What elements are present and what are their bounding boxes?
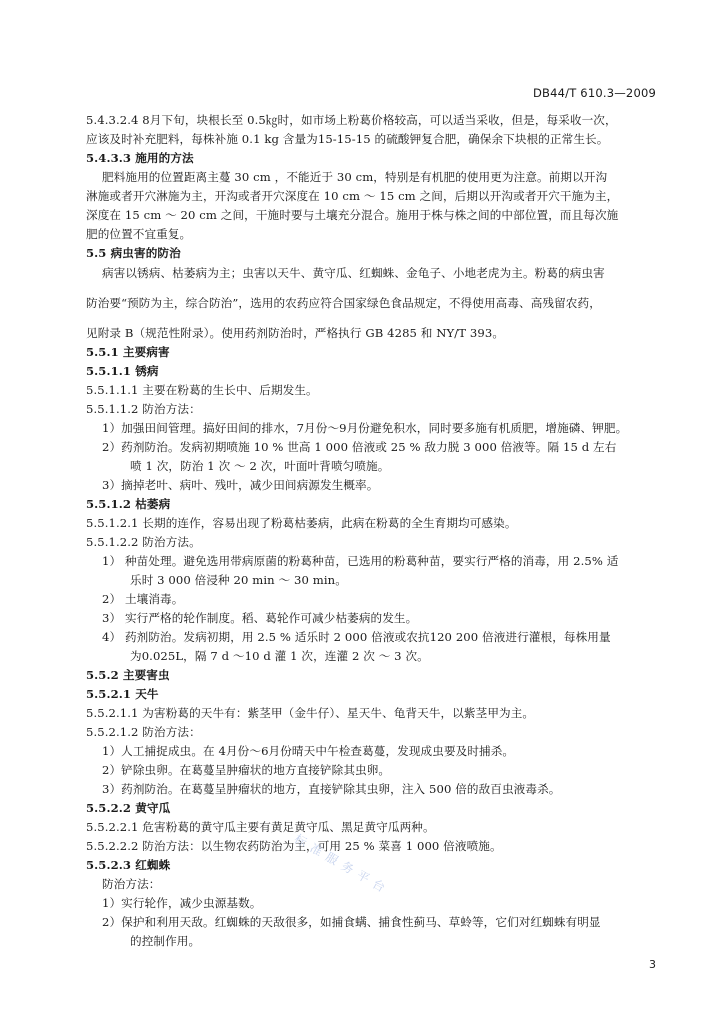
list-item: 1） 种苗处理。避免选用带病原菌的粉葛种苗，已选用的粉葛种苗，要实行严格的消毒，用 2.5% 适 <box>102 554 619 568</box>
text-line: 5.5.2.1.1 为害粉葛的天牛有：紫茎甲（金牛仔）、星天牛、龟背天牛，以紫茎甲为主。 <box>86 706 535 720</box>
list-item: 2） 土壤消毒。 <box>102 592 184 606</box>
list-item: 3）摘掉老叶、病叶、残叶，减少田间病源发生概率。 <box>102 478 379 492</box>
section-heading: 5.4.3.3 施用的方法 <box>86 151 194 165</box>
list-item-continuation: 喷 1 次，防治 1 次 ～ 2 次，叶面叶背喷匀喷施。 <box>130 459 390 473</box>
section-heading: 5.5.2.2 黄守瓜 <box>86 801 171 815</box>
list-item: 2）药剂防治。发病初期喷施 10 % 世高 1 000 倍液或 25 % 敌力脱 3 000 倍液等。隔 15 d 左右 <box>102 440 617 454</box>
text-line: 应该及时补充肥料，每株补施 0.1 kg 含量为15-15-15 的硫酸钾复合肥，确保余下块根的正常生长。 <box>86 132 609 146</box>
text-line: 防治方法： <box>102 877 161 891</box>
section-heading: 5.5 病虫害的防治 <box>86 246 181 260</box>
section-heading: 5.5.1 主要病害 <box>86 345 170 359</box>
list-item: 1）人工捕捉成虫。在 4月份～6月份晴天中午检查葛蔓，发现成虫要及时捕杀。 <box>102 744 515 758</box>
text-line: 5.5.2.2.1 危害粉葛的黄守瓜主要有黄足黄守瓜、黑足黄守瓜两种。 <box>86 820 435 834</box>
list-item-continuation: 为0.025L，隔 7 d ～10 d 灌 1 次，连灌 2 次 ～ 3 次。 <box>130 649 429 663</box>
text-line: 5.5.1.2.2 防治方法。 <box>86 535 201 549</box>
list-item: 1）加强田间管理。搞好田间的排水，7月份～9月份避免积水，同时要多施有机质肥，增施磷、钾肥。 <box>102 421 628 435</box>
list-item: 2）铲除虫卵。在葛蔓呈肿瘤状的地方直接铲除其虫卵。 <box>102 763 391 777</box>
section-heading: 5.5.2.3 红蜘蛛 <box>86 858 171 872</box>
section-heading: 5.5.2 主要害虫 <box>86 668 170 682</box>
text-line: 淋施或者开穴淋施为主，开沟或者开穴深度在 10 cm ～ 15 cm 之间，后期以开沟或者开穴干施为主， <box>86 189 619 203</box>
text-line: 5.5.2.1.2 防治方法： <box>86 725 201 739</box>
list-item: 2）保护和利用天敌。红蜘蛛的天敌很多，如捕食螨、捕食性蓟马、草蛉等，它们对红蜘蛛有明显 <box>102 915 601 929</box>
page-number: 3 <box>649 958 656 971</box>
text-line: 5.5.1.2.1 长期的连作，容易出现了粉葛枯萎病，此病在粉葛的全生育期均可感染。 <box>86 516 517 530</box>
section-heading: 5.5.1.1 锈病 <box>86 364 159 378</box>
list-item-continuation: 的控制作用。 <box>130 934 201 948</box>
list-item: 3）药剂防治。在葛蔓呈肿瘤状的地方，直接铲除其虫卵，注入 500 倍的敌百虫液毒杀。 <box>102 782 561 796</box>
list-item: 3） 实行严格的轮作制度。稻、葛轮作可减少枯萎病的发生。 <box>102 611 418 625</box>
text-line: 肥的位置不宜重复。 <box>86 227 192 241</box>
list-item: 1）实行轮作，减少虫源基数。 <box>102 896 262 910</box>
text-line: 肥料施用的位置距离主蔓 30 cm ，不能近于 30 cm，特别是有机肥的使用更为注意。前期以开沟 <box>102 170 608 184</box>
watermark: 标准服务平台 <box>292 831 393 898</box>
text-line: 见附录 B（规范性附录）。使用药剂防治时，严格执行 GB 4285 和 NY/T 393。 <box>86 326 505 340</box>
text-line: 5.5.1.1.2 防治方法： <box>86 402 201 416</box>
list-item: 4） 药剂防治。发病初期，用 2.5 % 适乐时 2 000 倍液或农抗120 200 倍液进行灌根，每株用量 <box>102 630 611 644</box>
list-item-continuation: 乐时 3 000 倍浸种 20 min ～ 30 min。 <box>130 573 347 587</box>
document-id-header: DB44/T 610.3—2009 <box>532 86 656 100</box>
section-heading: 5.5.1.2 枯萎病 <box>86 497 171 511</box>
section-heading: 5.5.2.1 天牛 <box>86 687 159 701</box>
text-line: 5.5.1.1.1 主要在粉葛的生长中、后期发生。 <box>86 383 318 397</box>
text-line: 病害以锈病、枯萎病为主；虫害以天牛、黄守瓜、红蜘蛛、金龟子、小地老虎为主。粉葛的病虫害 <box>102 266 605 280</box>
text-line: 防治要“预防为主，综合防治”，选用的农药应符合国家绿色食品规定，不得使用高毒、高残留农药， <box>86 296 601 310</box>
text-line: 5.5.2.2.2 防治方法：以生物农药防治为主，可用 25 % 菜喜 1 000 倍液喷施。 <box>86 839 502 853</box>
text-line: 5.4.3.2.4 8月下旬，块根长至 0.5㎏时，如市场上粉葛价格较高，可以适当采收，但是，每采收一次， <box>86 113 617 127</box>
text-line: 深度在 15 cm ～ 20 cm 之间，干施时要与土壤充分混合。施用于株与株之间的中部位置，而且每次施 <box>86 208 619 222</box>
